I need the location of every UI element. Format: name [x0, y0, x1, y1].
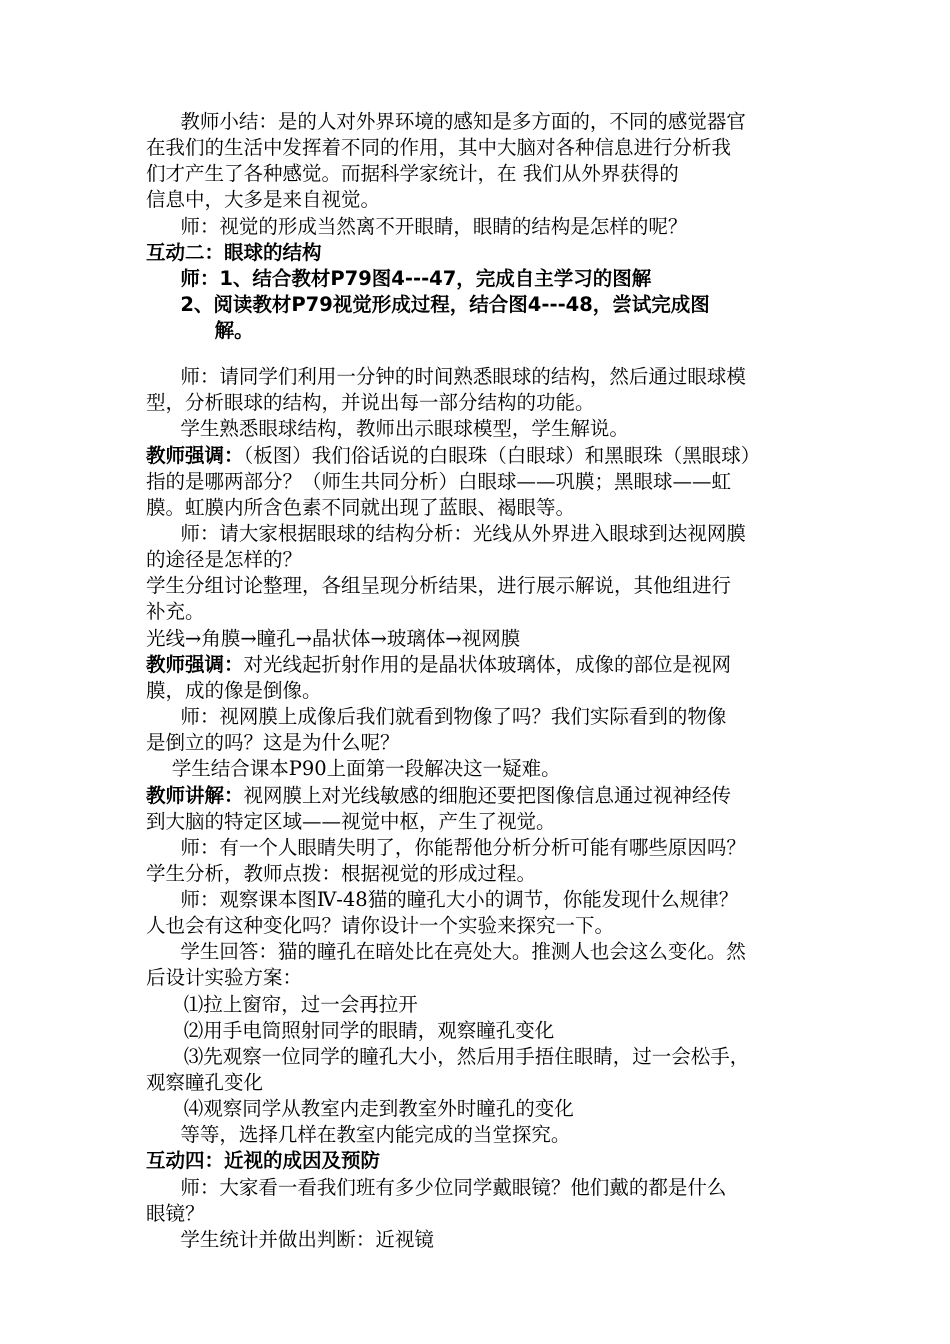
text-line — [180, 887, 738, 913]
text-line — [180, 214, 687, 240]
text-line — [146, 1201, 205, 1227]
text-line — [146, 678, 322, 704]
text-line — [172, 756, 561, 782]
text-line — [184, 1044, 750, 1070]
section-heading — [180, 266, 651, 292]
line-text: 解。 — [214, 319, 254, 342]
text-line — [146, 599, 205, 625]
emphasis-label: 教师强调： — [146, 653, 244, 676]
text-line — [180, 109, 746, 135]
line-text: 后设计实验方案： — [146, 966, 303, 989]
text-line — [180, 939, 746, 965]
text-line — [146, 547, 302, 573]
text-line — [146, 390, 595, 416]
line-text: 补充。 — [146, 600, 205, 623]
line-text: 光线→角膜→瞳孔→晶状体→玻璃体→视网膜 — [146, 627, 521, 650]
line-text: 师：请大家根据眼球的结构分析：光线从外界进入眼球到达视网膜 — [180, 522, 746, 545]
text-line — [146, 469, 731, 495]
line-text: 互动二：眼球的结构 — [146, 241, 322, 264]
text-line — [184, 1018, 555, 1044]
text-line — [146, 443, 760, 469]
line-text: 师：有一个人眼睛失明了，你能帮他分析分析可能有哪些原因吗？ — [180, 836, 746, 859]
line-text: 人也会有这种变化吗？请你设计一个实验来探究一下。 — [146, 914, 615, 937]
line-text: 师：视觉的形成当然离不开眼睛，眼睛的结构是怎样的呢？ — [180, 215, 688, 238]
line-text: 膜，成的像是倒像。 — [146, 679, 322, 702]
section-heading — [146, 1148, 380, 1174]
text-line — [180, 1122, 570, 1148]
line-text: 学生分组讨论整理，各组呈现分析结果，进行展示解说，其他组进行 — [146, 574, 732, 597]
text-line — [184, 1096, 574, 1122]
line-text: 师：大家看一看我们班有多少位同学戴眼镜？他们戴的都是什么 — [180, 1176, 727, 1199]
line-text: 指的是哪两部分？（师生共同分析）白眼球——巩膜；黑眼球——虹 — [146, 470, 732, 493]
line-text: ⑶先观察一位同学的瞳孔大小，然后用手捂住眼睛，过一会松手， — [183, 1045, 750, 1068]
text-line — [180, 521, 746, 547]
line-text: 是倒立的吗？这是为什么呢？ — [146, 731, 400, 754]
line-text: 学生结合课本P90上面第一段解决这一疑难。 — [171, 757, 561, 780]
line-text: 学生统计并做出判断：近视镜 — [180, 1228, 434, 1251]
text-line — [146, 161, 679, 187]
text-line — [184, 992, 418, 1018]
line-text: （板图）我们俗话说的白眼珠（白眼球）和黑眼珠（黑眼球） — [243, 444, 761, 467]
text-line — [146, 730, 400, 756]
text-line — [146, 913, 614, 939]
line-text: 教师小结：是的人对外界环境的感知是多方面的，不同的感觉器官 — [180, 110, 746, 133]
text-line — [146, 187, 380, 213]
line-text: 对光线起折射作用的是晶状体玻璃体，成像的部位是视网 — [243, 653, 732, 676]
line-text: 师：观察课本图Ⅳ-48猫的瞳孔大小的调节，你能发现什么规律？ — [180, 888, 739, 911]
emphasis-label: 教师强调： — [146, 444, 244, 467]
text-line — [146, 1070, 263, 1096]
line-text: 等等，选择几样在教室内能完成的当堂探究。 — [180, 1123, 571, 1146]
line-text: 眼镜？ — [146, 1202, 205, 1225]
line-text: 在我们的生活中发挥着不同的作用，其中大脑对各种信息进行分析我 — [146, 136, 732, 159]
line-text: ⑵用手电筒照射同学的眼睛，观察瞳孔变化 — [183, 1019, 555, 1042]
text-line — [146, 809, 556, 835]
text-line — [180, 416, 629, 442]
line-text: ⑷观察同学从教室内走到教室外时瞳孔的变化 — [183, 1097, 574, 1120]
text-line — [146, 626, 520, 652]
line-text: 2、阅读教材P79视觉形成过程，结合图4---48，尝试完成图 — [180, 293, 710, 316]
line-text: 型，分析眼球的结构，并说出每一部分结构的功能。 — [146, 391, 595, 414]
line-text: 学生回答：猫的瞳孔在暗处比在亮处大。推测人也会这么变化。然 — [180, 940, 746, 963]
text-line — [146, 135, 731, 161]
line-text: 师：视网膜上成像后我们就看到物像了吗？我们实际看到的物像 — [180, 705, 727, 728]
line-text: 膜。虹膜内所含色素不同就出现了蓝眼、褐眼等。 — [146, 496, 576, 519]
text-line — [146, 783, 731, 809]
emphasis-label: 教师讲解： — [146, 784, 244, 807]
line-text: 观察瞳孔变化 — [146, 1071, 264, 1094]
line-text: 视网膜上对光线敏感的细胞还要把图像信息通过视神经传 — [243, 784, 732, 807]
text-line — [146, 965, 302, 991]
text-line — [180, 1175, 726, 1201]
section-heading — [215, 318, 254, 344]
line-text: 互动四：近视的成因及预防 — [146, 1149, 381, 1172]
section-heading — [146, 240, 322, 266]
text-line — [180, 1227, 434, 1253]
text-line — [146, 573, 731, 599]
section-heading — [180, 292, 709, 318]
line-text: 们才产生了各种感觉。而据科学家统计，在 我们从外界获得的 — [146, 162, 679, 185]
text-line — [146, 652, 731, 678]
text-line — [180, 364, 746, 390]
line-text: 师：请同学们利用一分钟的时间熟悉眼球的结构，然后通过眼球模 — [180, 365, 746, 388]
text-line — [146, 861, 536, 887]
line-text: 师：1、结合教材P79图4---47，完成自主学习的图解 — [180, 267, 652, 290]
line-text: 信息中，大多是来自视觉。 — [146, 188, 381, 211]
line-text: 学生熟悉眼球结构，教师出示眼球模型，学生解说。 — [180, 417, 629, 440]
text-line — [180, 835, 746, 861]
line-text: 学生分析，教师点拨：根据视觉的形成过程。 — [146, 862, 537, 885]
line-text: ⑴拉上窗帘，过一会再拉开 — [183, 993, 418, 1016]
text-line — [180, 704, 726, 730]
text-line — [146, 495, 575, 521]
line-text: 到大脑的特定区域——视觉中枢，产生了视觉。 — [146, 810, 556, 833]
line-text: 的途径是怎样的？ — [146, 548, 303, 571]
